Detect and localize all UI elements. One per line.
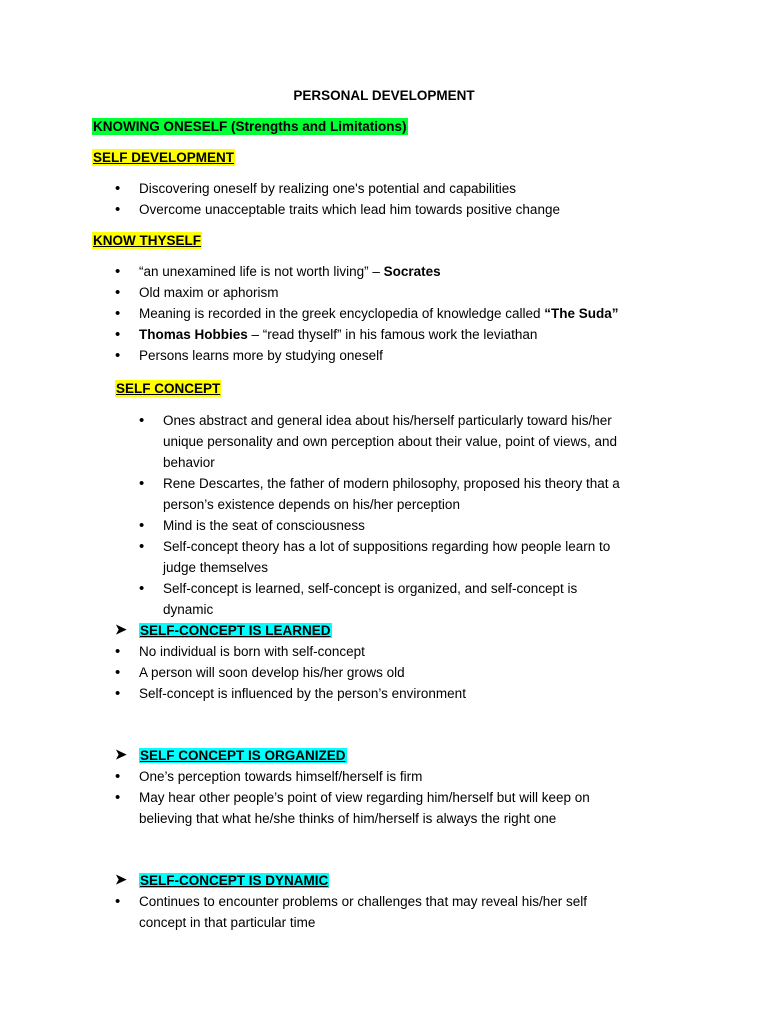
dynamic-heading-row <box>115 871 329 889</box>
arrow-bullet-icon: ➤ <box>115 621 127 637</box>
list-item: • One’s perception towards himself/herself is firm <box>139 766 590 787</box>
dynamic-heading: SELF-CONCEPT IS DYNAMIC <box>140 873 329 888</box>
bullet-icon <box>115 891 120 912</box>
bullet-icon <box>139 410 144 431</box>
list-item: • Ones abstract and general idea about his/herself particularly toward his/her unique personality and own perception about their value, point of views, and behavior <box>163 410 620 473</box>
bullet-icon <box>139 536 144 557</box>
bullet-icon <box>115 787 120 808</box>
organized-heading-row <box>115 746 347 764</box>
know-thyself-list <box>139 261 619 366</box>
bullet-icon <box>139 578 144 599</box>
bullet-icon <box>115 662 120 683</box>
learned-heading: SELF-CONCEPT IS LEARNED <box>140 623 331 638</box>
bullet-icon <box>139 515 144 536</box>
list-item: • Self-concept is learned, self-concept is organized, and self-concept is dynamic <box>163 578 620 620</box>
list-item: • Self-concept theory has a lot of suppositions regarding how people learn to judge themselves <box>163 536 620 578</box>
self-concept-list <box>163 410 620 620</box>
list-item: • Discovering oneself by realizing one's potential and capabilities <box>139 178 560 199</box>
know-thyself-heading: KNOW THYSELF <box>93 233 201 248</box>
arrow-bullet-icon: ➤ <box>115 746 127 762</box>
page-title: PERSONAL DEVELOPMENT <box>293 88 475 103</box>
bullet-icon <box>115 683 120 704</box>
list-item: • Self-concept is influenced by the person’s environment <box>139 683 466 704</box>
list-item: • No individual is born with self-concept <box>139 641 466 662</box>
list-item: • Old maxim or aphorism <box>139 282 619 303</box>
bullet-icon <box>115 261 120 282</box>
list-item: • A person will soon develop his/her grows old <box>139 662 466 683</box>
organized-heading: SELF CONCEPT IS ORGANIZED <box>140 748 346 763</box>
organized-list <box>139 766 590 829</box>
dynamic-list <box>139 891 587 933</box>
learned-list <box>139 641 466 704</box>
bullet-icon <box>115 282 120 303</box>
self-development-list <box>139 178 560 220</box>
bullet-icon <box>139 473 144 494</box>
bullet-icon <box>115 766 120 787</box>
list-item: • May hear other people’s point of view regarding him/herself but will keep on believing that what he/she thinks of him/herself is always the right one <box>139 787 590 829</box>
bullet-icon <box>115 178 120 199</box>
bullet-icon <box>115 345 120 366</box>
list-item: • Thomas Hobbies – “read thyself” in his famous work the leviathan <box>139 324 619 345</box>
bullet-icon <box>115 303 120 324</box>
arrow-bullet-icon: ➤ <box>115 871 127 887</box>
list-item: • “an unexamined life is not worth living” – Socrates <box>139 261 619 282</box>
self-concept-heading: SELF CONCEPT <box>116 381 221 396</box>
knowing-oneself-heading: KNOWING ONESELF (Strengths and Limitations) <box>93 119 407 134</box>
list-item: • Continues to encounter problems or challenges that may reveal his/her self concept in that particular time <box>139 891 587 933</box>
list-item: • Meaning is recorded in the greek encyclopedia of knowledge called “The Suda” <box>139 303 619 324</box>
bullet-icon <box>115 324 120 345</box>
bullet-icon <box>115 199 120 220</box>
list-item: • Mind is the seat of consciousness <box>163 515 620 536</box>
learned-heading-row <box>115 621 332 639</box>
list-item: • Persons learns more by studying oneself <box>139 345 619 366</box>
list-item: • Rene Descartes, the father of modern philosophy, proposed his theory that a person’s existence depends on his/her perception <box>163 473 620 515</box>
self-development-heading: SELF DEVELOPMENT <box>93 150 235 165</box>
list-item: • Overcome unacceptable traits which lead him towards positive change <box>139 199 560 220</box>
bullet-icon <box>115 641 120 662</box>
